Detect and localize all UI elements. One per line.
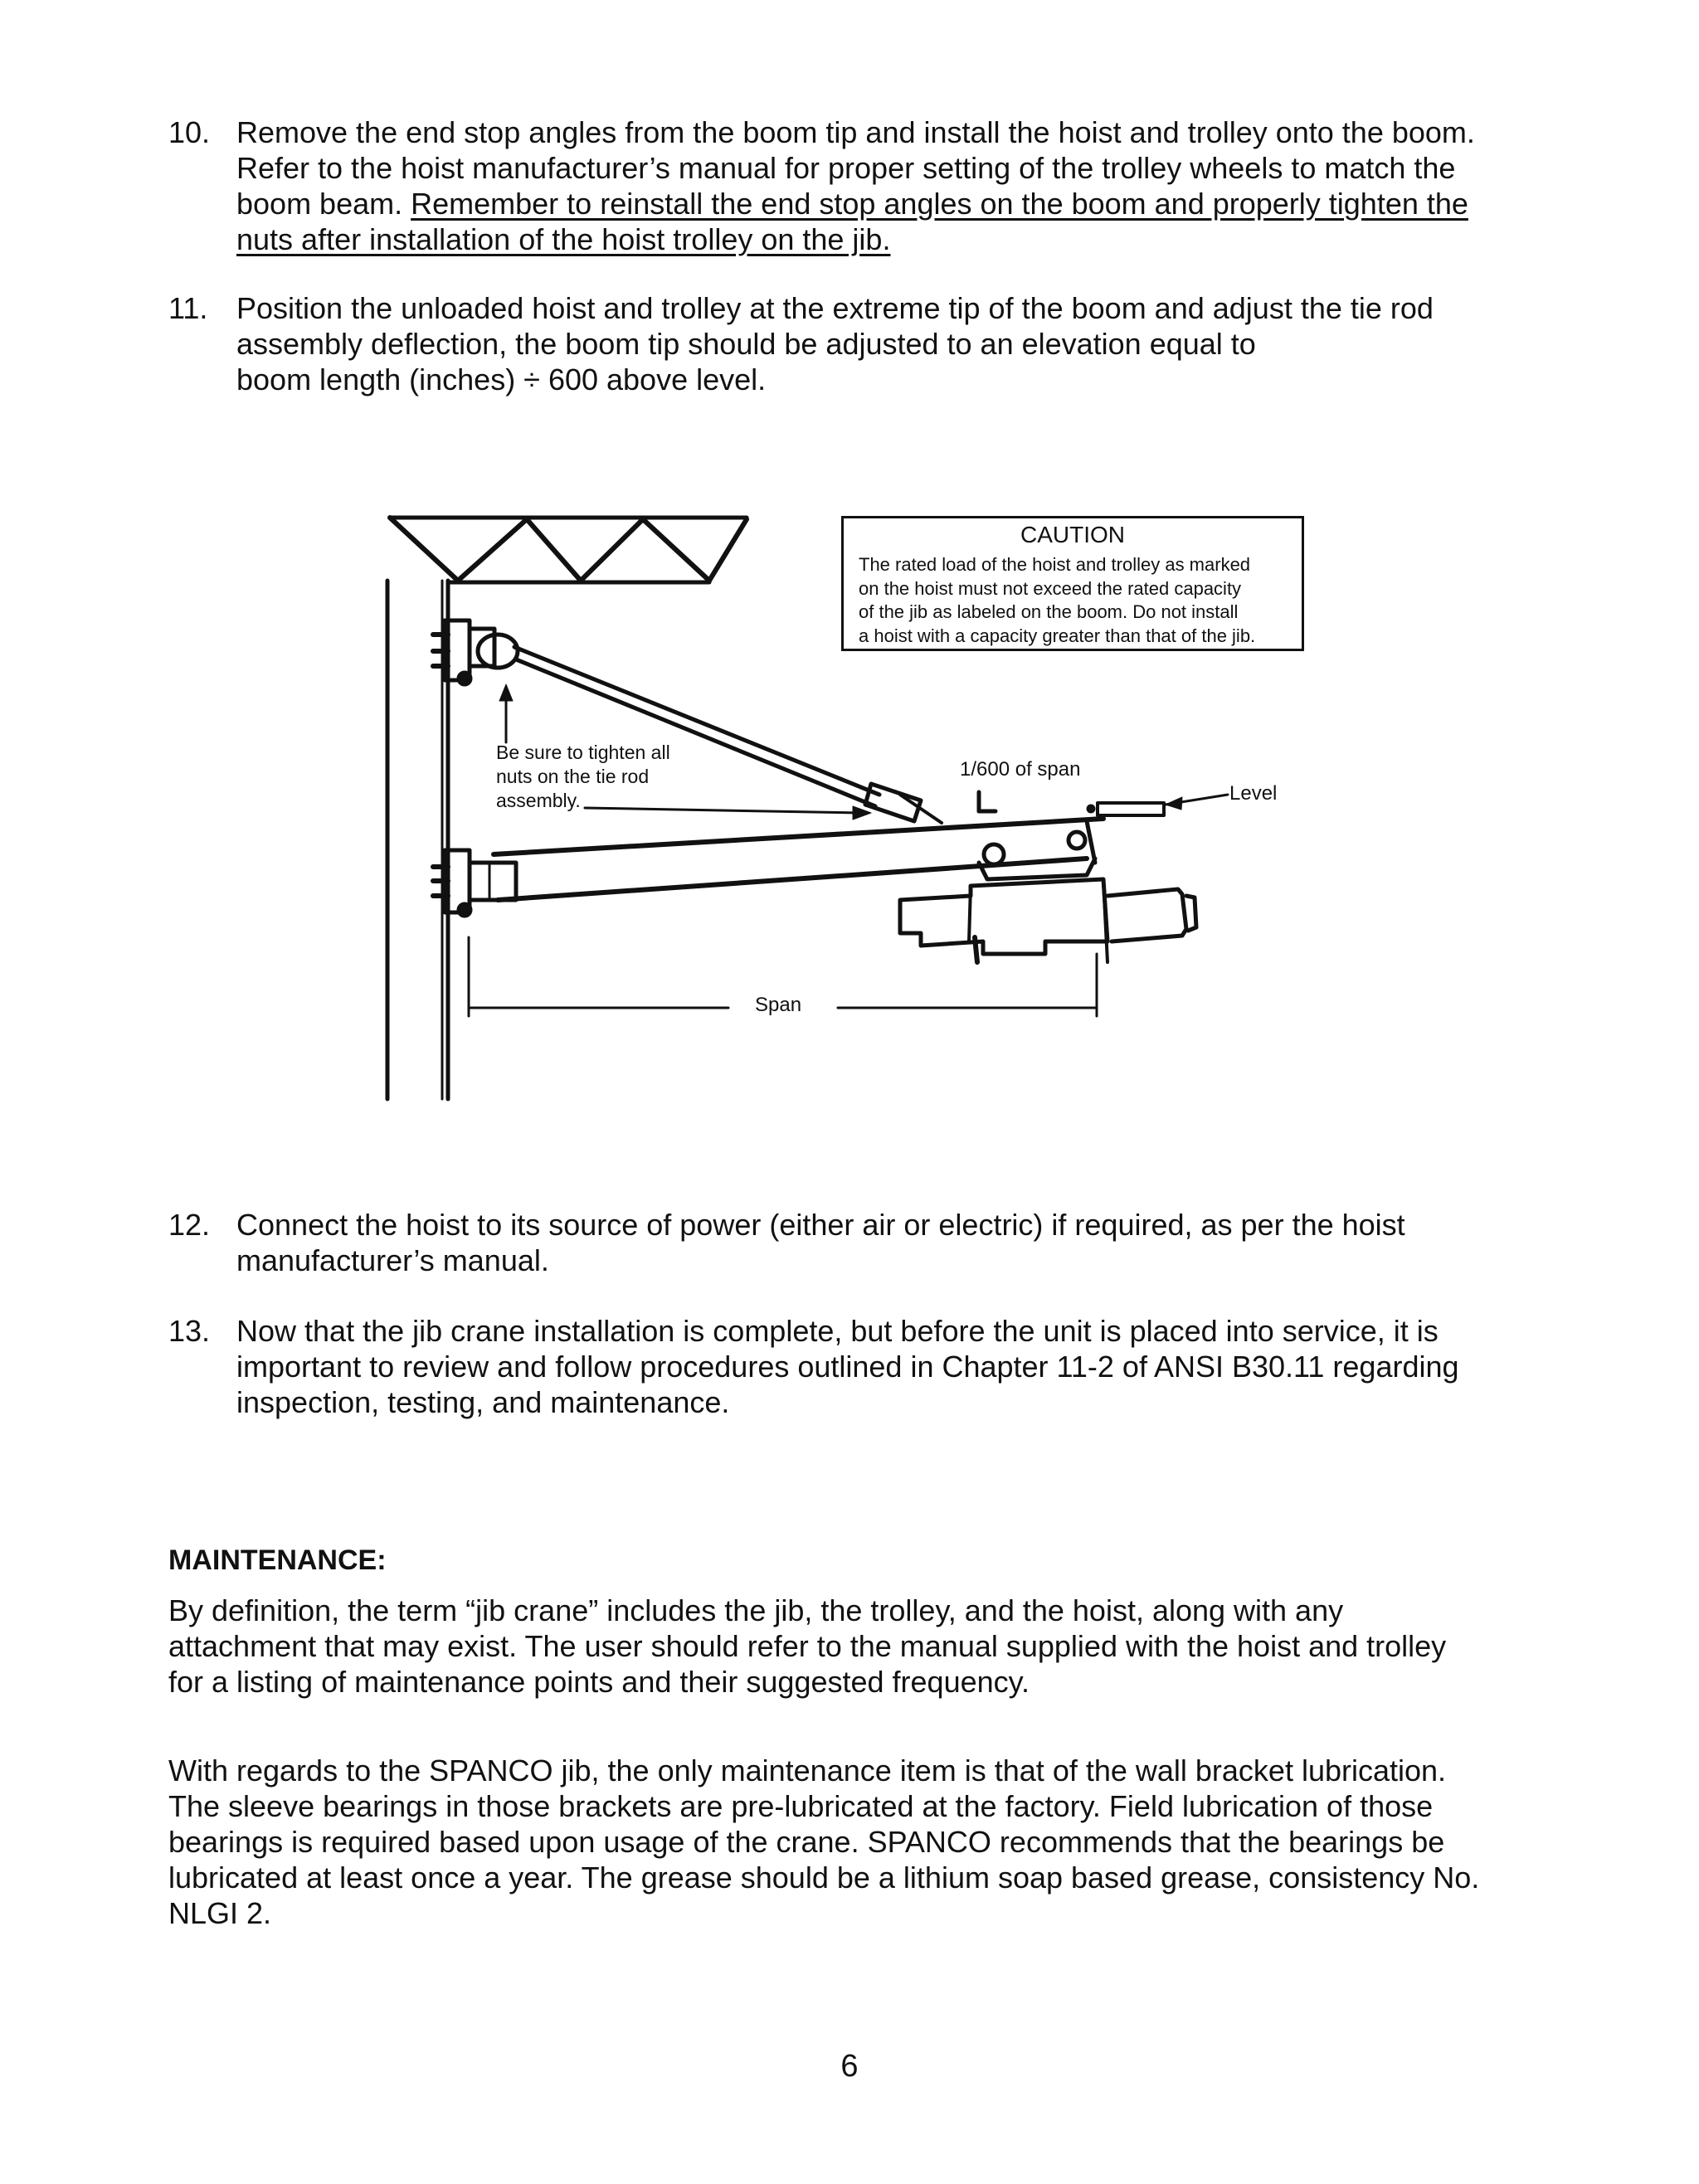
step-line: boom length (inches) ÷ 600 above level. [236, 362, 767, 396]
level-label: Level [1229, 782, 1278, 805]
caution-box [841, 516, 1304, 651]
tie-rod-eye [478, 635, 518, 668]
step-text-underlined: Remember to reinstall the end stop angles on the boom and properly tighten the nuts after installation of the hoist trolley on the jib. [236, 187, 1468, 256]
span-label: Span [755, 994, 802, 1016]
hoist-motor [1108, 889, 1186, 941]
page-number: 6 [840, 2049, 859, 2084]
step-number: 12. [168, 1208, 211, 1242]
step-line: assembly deflection, the boom tip should be adjusted to an elevation equal to [236, 327, 1256, 361]
level-block [1098, 803, 1164, 815]
trolley-wheel [984, 844, 1004, 864]
step-text: Connect the hoist to its source of power (either air or electric) if required, as per the hoist manufacturer’s manual. [236, 1208, 1405, 1277]
caution-text [859, 553, 1298, 648]
maintenance-paragraph: By definition, the term “jib crane” includes the jib, the trolley, and the hoist, along with any attachment that may exist. The user should refer to the manual supplied with the hoist and trolley for a listing of maintenance points and their suggested frequency. [168, 1593, 1447, 1699]
tighten-note-line: nuts on the tie rod [496, 766, 650, 787]
span-fraction-label: 1/600 of span [960, 758, 1081, 781]
trolley-wheel [1069, 832, 1085, 849]
step-number: 13. [168, 1314, 211, 1348]
maintenance-heading: MAINTENANCE: [168, 1544, 387, 1576]
truss-web [390, 518, 747, 581]
tighten-note-line: assembly. [496, 790, 581, 811]
step-text-plain: Remove the end stop angles from the boom tip and install the hoist and trolley onto the boom. Refer to the hoist manufacturer’s manual for proper setting of the trolley wheels to match the boom beam. [236, 115, 1475, 221]
step-text: Now that the jib crane installation is complete, but before the unit is placed into service, it is important to review and follow procedures outlined in Chapter 11-2 of ANSI B30.11 regarding inspection, testing, and maintenance. [236, 1314, 1459, 1419]
maintenance-paragraph: With regards to the SPANCO jib, the only maintenance item is that of the wall bracket lubrication. The sleeve bearings in those brackets are pre-lubricated at the factory. Field lubrication of those bearings is required based upon usage of the crane. SPANCO recommends that the bearings be lubricated at least once a year. The grease should be a lithium soap based grease, consistency No. NLGI 2. [168, 1754, 1480, 1930]
hoist-body [900, 879, 1108, 954]
caution-line: a hoist with a capacity greater than that of the jib. [859, 625, 1256, 646]
caution-line: on the hoist must not exceed the rated capacity [859, 577, 1242, 599]
step-number: 10. [168, 115, 211, 149]
caution-line: of the jib as labeled on the boom. Do not install [859, 601, 1239, 622]
tighten-note-line: Be sure to tighten all [496, 742, 670, 763]
step-number: 11. [168, 291, 208, 325]
caution-title: CAUTION [1020, 522, 1125, 547]
caution-line: The rated load of the hoist and trolley as marked [859, 554, 1251, 575]
step-line: Position the unloaded hoist and trolley at the extreme tip of the boom and adjust the tie rod [236, 291, 1434, 325]
boom-top-flange [494, 819, 1103, 854]
